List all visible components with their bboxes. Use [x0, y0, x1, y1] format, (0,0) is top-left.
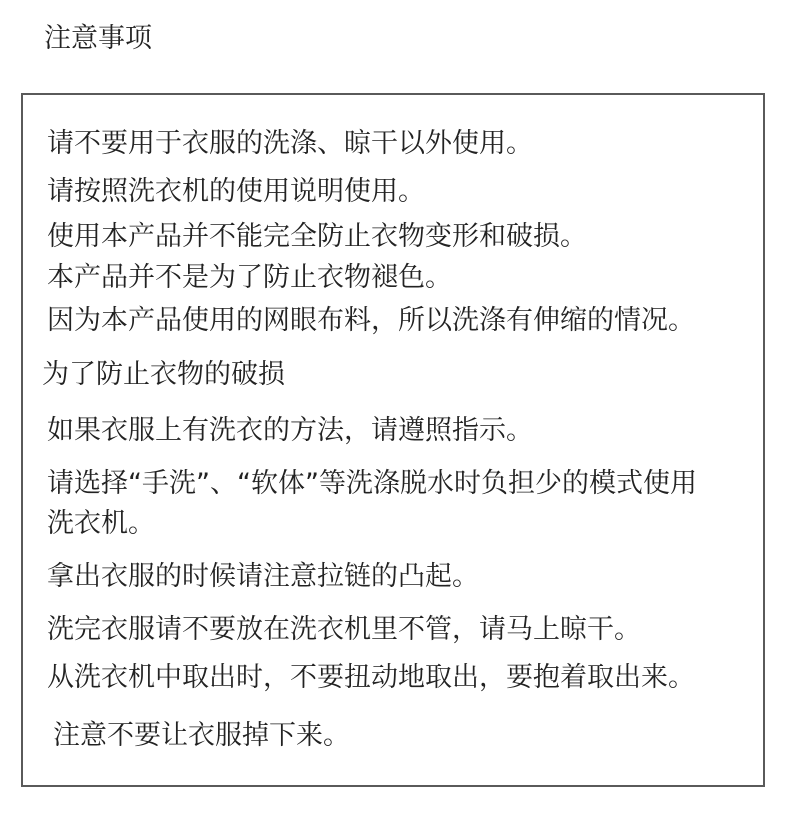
notice-box [21, 93, 765, 787]
notice-line: 注意不要让衣服掉下来。 [53, 720, 350, 751]
notice-line: 洗完衣服请不要放在洗衣机里不管，请马上晾干。 [47, 614, 641, 645]
notice-line: 请按照洗衣机的使用说明使用。 [47, 176, 425, 207]
notice-line: 请不要用于衣服的洗涤、晾干以外使用。 [47, 128, 533, 159]
notice-line: 拿出衣服的时候请注意拉链的凸起。 [47, 561, 479, 592]
notice-line: 本产品并不是为了防止衣物褪色。 [47, 262, 452, 293]
notice-line: 请选择“手洗”、“软体”等洗涤脱水时负担少的模式使用 [47, 468, 697, 499]
notice-line: 因为本产品使用的网眼布料，所以洗涤有伸缩的情况。 [47, 305, 695, 336]
notice-line: 洗衣机。 [47, 508, 155, 539]
section-heading: 为了防止衣物的破损 [42, 359, 285, 390]
page-title: 注意事项 [44, 23, 152, 54]
notice-line: 从洗衣机中取出时，不要扭动地取出，要抱着取出来。 [47, 662, 695, 693]
notice-line: 使用本产品并不能完全防止衣物变形和破损。 [47, 221, 587, 252]
notice-line: 如果衣服上有洗衣的方法，请遵照指示。 [47, 415, 533, 446]
